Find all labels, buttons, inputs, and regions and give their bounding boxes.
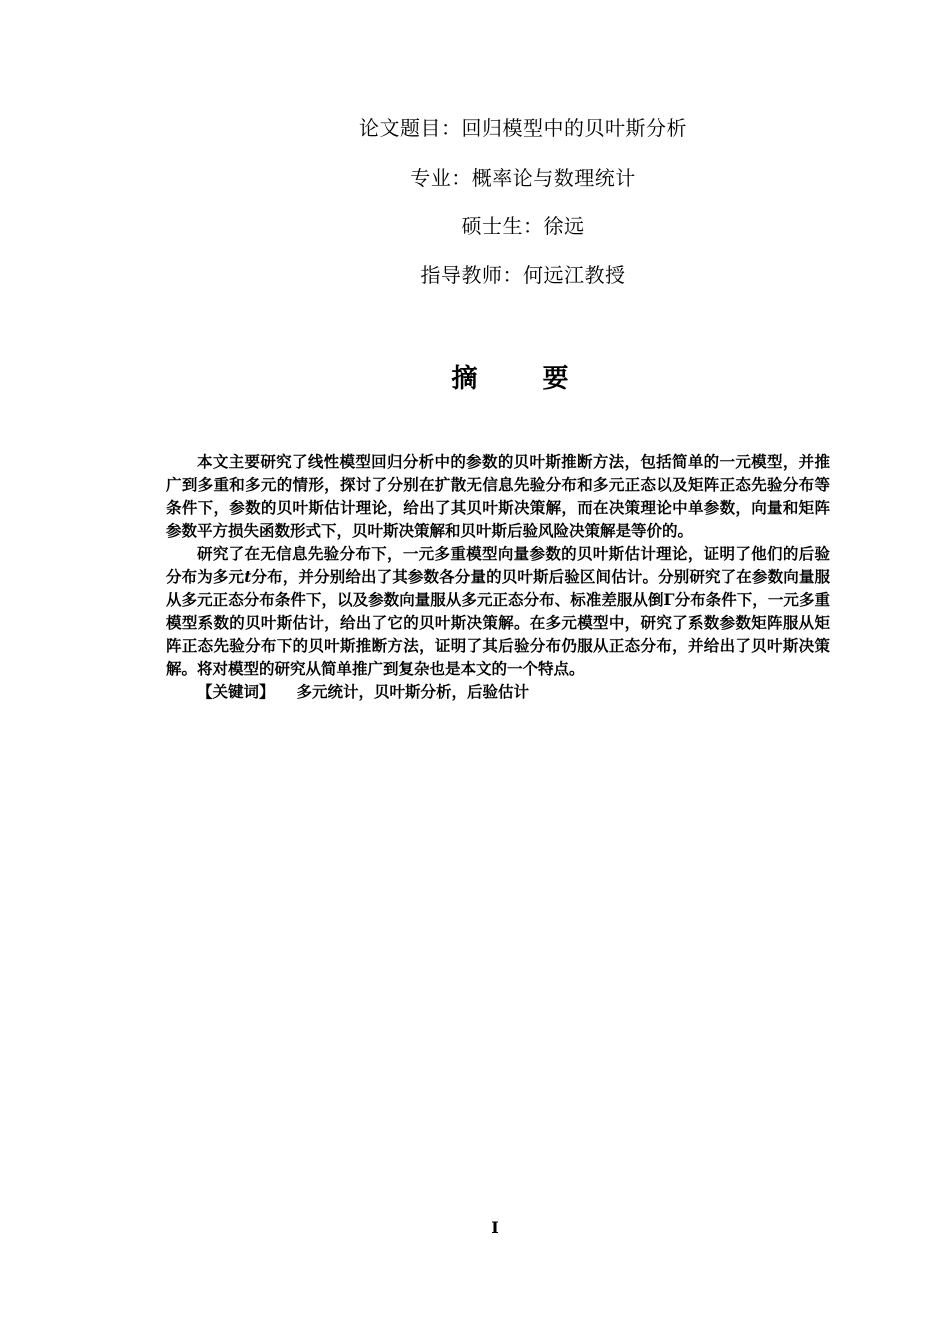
t-distribution-symbol: t	[244, 567, 252, 586]
advisor-line: 指导教师：何远江教授	[420, 263, 626, 287]
abstract-body	[166, 450, 830, 703]
major-line: 专业：概率论与数理统计	[410, 166, 636, 190]
keywords-label: 【关键词】	[197, 682, 275, 701]
abstract-heading: 摘 要	[451, 364, 597, 394]
paragraph-2-part-a: 研究了在无信息先验分布下，一元多重模型向量参数的贝叶斯估计理论，证明了他们的后验分布为多元	[166, 544, 830, 586]
thesis-title: 论文题目：回归模型中的贝叶斯分析	[359, 116, 687, 140]
paragraph-2-part-b: 分布，并分别给出了其参数各分量的贝叶斯后验区间估计。分别研究了在参数向量服从多元正态分布条件下，以及参数向量服从多元正态分布、标准差服从倒Γ分布条件下，一元多重模型系数的贝叶斯估计，给出了它的贝叶斯决策解。在多元模型中，研究了系数参数矩阵服从矩阵正态先验分布下的贝叶斯推断方法，证明了其后验分布仍服从正态分布，并给出了贝叶斯决策解。将对模型的研究从简单推广到复杂也是本文的一个特点。	[166, 567, 830, 678]
abstract-paragraph-1: 本文主要研究了线性模型回归分析中的参数的贝叶斯推断方法，包括简单的一元模型，并推广到多重和多元的情形，探讨了分别在扩散无信息先验分布和多元正态以及矩阵正态先验分布等条件下，参数的贝叶斯估计理论，给出了其贝叶斯决策解，而在决策理论中单参数，向量和矩阵参数平方损失函数形式下，贝叶斯决策解和贝叶斯后验风险决策解是等价的。	[166, 452, 830, 540]
page-number: I	[491, 1218, 499, 1237]
abstract-paragraph-2	[166, 542, 830, 680]
keywords-text: 多元统计，贝叶斯分析，后验估计	[296, 682, 530, 701]
keywords-line	[166, 680, 830, 703]
student-line: 硕士生：徐远	[461, 214, 585, 238]
